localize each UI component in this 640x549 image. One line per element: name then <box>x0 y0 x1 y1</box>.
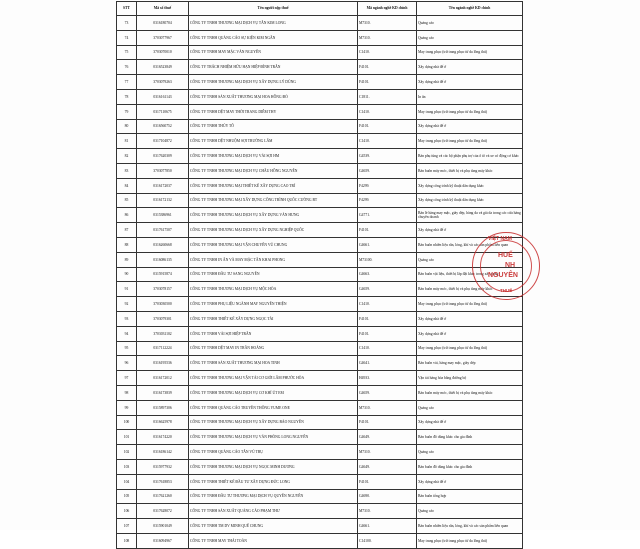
cell-industry-code: G4771. <box>358 208 417 223</box>
table-row <box>117 178 523 193</box>
cell-industry-code: C14100. <box>358 533 417 548</box>
table-row <box>117 104 523 119</box>
cell-stt: 102 <box>117 445 137 460</box>
cell-industry-code: G4649. <box>358 430 417 445</box>
table-row <box>117 208 523 223</box>
table-row <box>117 385 523 400</box>
cell-stt: 107 <box>117 519 137 534</box>
cell-tax-code: 0316625978 <box>137 415 189 430</box>
cell-tax-code: 0316172012 <box>137 371 189 386</box>
cell-tax-code: 3703079301 <box>137 311 189 326</box>
cell-industry-name: Bán buôn đồ dùng khác cho gia đình <box>417 459 523 474</box>
cell-taxpayer-name: CÔNG TY TNHH THƯƠNG MẠI VẬN TẢI CƠ GIỚI LÂM PHƯỚC HÒA <box>189 371 358 386</box>
cell-stt: 97 <box>117 371 137 386</box>
table-row <box>117 89 523 104</box>
cell-stt: 84 <box>117 178 137 193</box>
cell-industry-name: Xây dựng nhà để ở <box>417 75 523 90</box>
table-row <box>117 267 523 282</box>
cell-industry-code: G4659. <box>358 163 417 178</box>
cell-taxpayer-name: CÔNG TY TNHH DỆT MAY IN TRẦN HOÀNG <box>189 341 358 356</box>
cell-stt: 100 <box>117 415 137 430</box>
cell-industry-code: F4101. <box>358 474 417 489</box>
taxpayer-table <box>116 1 523 549</box>
cell-industry-code: M7310. <box>358 400 417 415</box>
cell-stt: 77 <box>117 75 137 90</box>
cell-taxpayer-name: CÔNG TY TNHH QUẢNG CÁO TÂN VŨ TRỤ <box>189 445 358 460</box>
cell-stt: 86 <box>117 208 137 223</box>
cell-taxpayer-name: CÔNG TY TNHH MAY THÁI TOÀN <box>189 533 358 548</box>
seal-text-bottom: THUẾ <box>500 288 513 293</box>
cell-tax-code: 0317112224 <box>137 341 189 356</box>
table-row <box>117 45 523 60</box>
table-row <box>117 400 523 415</box>
cell-taxpayer-name: CÔNG TY TNHH QUẢNG CÁO SỰ KIỆN KIM NGÂN <box>189 30 358 45</box>
cell-taxpayer-name: CÔNG TY TRÁCH NHIỆM HỮU HẠN HIỆP ĐÌNH TRÂN <box>189 60 358 75</box>
table-row <box>117 149 523 164</box>
table-row <box>117 519 523 534</box>
cell-taxpayer-name: CÔNG TY TNHH MAY MẶC VĂN NGUYÊN <box>189 45 358 60</box>
cell-stt: 76 <box>117 60 137 75</box>
header-industry-name: Tên ngành nghề KD chính <box>417 2 523 16</box>
cell-tax-code: 0317628072 <box>137 504 189 519</box>
cell-stt: 90 <box>117 267 137 282</box>
cell-industry-name: Xây dựng nhà để ở <box>417 311 523 326</box>
table-row <box>117 504 523 519</box>
cell-tax-code: 0316195536 <box>137 356 189 371</box>
cell-stt: 89 <box>117 252 137 267</box>
cell-industry-code: H4933. <box>358 371 417 386</box>
cell-taxpayer-name: CÔNG TY TNHH THƯƠNG MẠI DỊCH VỤ MỘC HÒA <box>189 282 358 297</box>
cell-taxpayer-name: CÔNG TY TNHH ĐẦU TƯ THƯƠNG MẠI DỊCH VỤ QUYÊN NGUYÊN <box>189 489 358 504</box>
table-row <box>117 30 523 45</box>
cell-industry-name: Quảng cáo <box>417 400 523 415</box>
table-row <box>117 237 523 252</box>
cell-tax-code: 3703030500 <box>137 297 189 312</box>
cell-industry-name: Bán lẻ hàng may mặc, giày dép, hàng da và giả da trong các cửa hàng chuyên doanh <box>417 208 523 223</box>
cell-industry-code: M7310. <box>358 445 417 460</box>
cell-industry-name: Xây dựng nhà để ở <box>417 60 523 75</box>
cell-taxpayer-name: CÔNG TY TNHH QUẢNG CÁO TRUYỀN THÔNG YUME ONE <box>189 400 358 415</box>
cell-tax-code: 0315901049 <box>137 519 189 534</box>
cell-industry-code: F4101. <box>358 119 417 134</box>
cell-industry-name: Quảng cáo <box>417 504 523 519</box>
cell-industry-code: G4649. <box>358 459 417 474</box>
cell-stt: 85 <box>117 193 137 208</box>
cell-tax-code: 0316523849 <box>137 60 189 75</box>
table-row <box>117 134 523 149</box>
cell-tax-code: 0316094967 <box>137 533 189 548</box>
cell-stt: 78 <box>117 89 137 104</box>
cell-taxpayer-name: CÔNG TY TNHH IN ẤN VÀ MAY MẶC TÂN KHAI PHONG <box>189 252 358 267</box>
table-row <box>117 75 523 90</box>
cell-tax-code: 0316560752 <box>137 119 189 134</box>
cell-tax-code: 0315977932 <box>137 459 189 474</box>
cell-industry-code: C1410. <box>358 134 417 149</box>
cell-industry-name: Bán buôn vải, hàng may mặc, giày dép <box>417 356 523 371</box>
cell-industry-code: G4661. <box>358 519 417 534</box>
table-row <box>117 326 523 341</box>
table-body <box>117 16 523 549</box>
cell-taxpayer-name: CÔNG TY TNHH THƯƠNG MẠI THIẾT KẾ XÂY DỰNG CAO TRÍ <box>189 178 358 193</box>
cell-stt: 94 <box>117 326 137 341</box>
cell-stt: 95 <box>117 341 137 356</box>
cell-industry-name: Xây dựng nhà để ở <box>417 223 523 238</box>
table-row <box>117 430 523 445</box>
header-tax-code: Mã số thuế <box>137 2 189 16</box>
cell-stt: 82 <box>117 149 137 164</box>
cell-taxpayer-name: CÔNG TY TNHH THƯƠNG MẠI DỊCH VỤ TÂN KIM LONG <box>189 16 358 31</box>
cell-industry-name: Bán buôn máy móc, thiết bị và phụ tùng máy khác <box>417 282 523 297</box>
cell-tax-code: 3703070010 <box>137 45 189 60</box>
cell-industry-name: Bán buôn máy móc, thiết bị và phụ tùng máy khác <box>417 385 523 400</box>
cell-tax-code: 3703077967 <box>137 30 189 45</box>
cell-stt: 106 <box>117 504 137 519</box>
cell-tax-code: 0315915874 <box>137 267 189 282</box>
cell-industry-code: C1410. <box>358 104 417 119</box>
table-header-row <box>117 2 523 16</box>
cell-tax-code: 0315386961 <box>137 208 189 223</box>
cell-tax-code: 0316173839 <box>137 385 189 400</box>
cell-industry-code: G4641. <box>358 356 417 371</box>
cell-industry-code: G4663. <box>358 267 417 282</box>
cell-stt: 92 <box>117 297 137 312</box>
table-row <box>117 415 523 430</box>
cell-industry-code: G4539. <box>358 149 417 164</box>
cell-industry-name: Xây dựng nhà để ở <box>417 326 523 341</box>
cell-taxpayer-name: CÔNG TY TNHH DỆT NHUỘM SỢI TRƯỜNG LÂM <box>189 134 358 149</box>
cell-industry-code: F4101. <box>358 223 417 238</box>
cell-industry-name: Xây dựng nhà để ở <box>417 415 523 430</box>
cell-industry-code: G4659. <box>358 282 417 297</box>
table-row <box>117 445 523 460</box>
cell-stt: 87 <box>117 223 137 238</box>
cell-taxpayer-name: CÔNG TY TNHH THƯƠNG MẠI XÂY DỰNG CÔNG TRÌNH QUỐC CƯỜNG BT <box>189 193 358 208</box>
cell-industry-code: G4661. <box>358 237 417 252</box>
cell-tax-code: 0316174220 <box>137 430 189 445</box>
cell-taxpayer-name: CÔNG TY TNHH TM DV MINH QUẾ CHUNG <box>189 519 358 534</box>
cell-tax-code: 0317617507 <box>137 223 189 238</box>
cell-stt: 99 <box>117 400 137 415</box>
cell-industry-name: May trang phục (trừ trang phục từ da lông thú) <box>417 134 523 149</box>
cell-industry-name: Quảng cáo <box>417 445 523 460</box>
cell-industry-code: C1410. <box>358 297 417 312</box>
cell-industry-name: May trang phục (trừ trang phục từ da lông thú) <box>417 533 523 548</box>
table-row <box>117 16 523 31</box>
cell-stt: 73 <box>117 16 137 31</box>
cell-industry-name: May trang phục (trừ trang phục từ da lông thú) <box>417 341 523 356</box>
cell-industry-code: F4299. <box>358 193 417 208</box>
cell-taxpayer-name: CÔNG TY TNHH SẢN XUẤT THƯƠNG MẠI HOA HỒNG ĐỎ <box>189 89 358 104</box>
cell-taxpayer-name: CÔNG TY TNHH THÚY TÔ <box>189 119 358 134</box>
table-row <box>117 311 523 326</box>
cell-tax-code: 0315897306 <box>137 400 189 415</box>
cell-industry-code: F4101. <box>358 60 417 75</box>
table-row <box>117 356 523 371</box>
cell-tax-code: 0317620309 <box>137 149 189 164</box>
cell-taxpayer-name: CÔNG TY TNHH THƯƠNG MẠI DỊCH VỤ XÂY DỰNG NGHIỆP QUỐC <box>189 223 358 238</box>
cell-taxpayer-name: CÔNG TY TNHH THƯƠNG MẠI VẬN CHUYỂN VŨ CHUNG <box>189 237 358 252</box>
table-row <box>117 282 523 297</box>
cell-industry-name: Bán phụ tùng và các bộ phận phụ trợ của ô tô và xe có động cơ khác <box>417 149 523 164</box>
cell-industry-code: M7310. <box>358 16 417 31</box>
cell-industry-name: Bán buôn đồ dùng khác cho gia đình <box>417 430 523 445</box>
cell-stt: 101 <box>117 430 137 445</box>
cell-industry-code: F4101. <box>358 326 417 341</box>
seal-text-line3: NGUYÊN <box>488 272 518 279</box>
cell-stt: 91 <box>117 282 137 297</box>
cell-taxpayer-name: CÔNG TY TNHH THƯƠNG MẠI DỊCH VỤ XÂY DỰNG BẢO NGUYÊN <box>189 415 358 430</box>
cell-industry-name: Xây dựng công trình kỹ thuật dân dụng khác <box>417 178 523 193</box>
table-row <box>117 533 523 548</box>
cell-taxpayer-name: CÔNG TY TNHH THIẾT KẾ ĐẦU TƯ XÂY DỰNG ĐỨC LONG <box>189 474 358 489</box>
cell-taxpayer-name: CÔNG TY TNHH THƯƠNG MẠI DỊCH VỤ XÂY DỰNG LÝ DŨNG <box>189 75 358 90</box>
cell-industry-name: Xây dựng công trình kỹ thuật dân dụng khác <box>417 193 523 208</box>
cell-taxpayer-name: CÔNG TY TNHH ĐẦU TƯ SANG NGUYÊN <box>189 267 358 282</box>
cell-industry-name: In ấn <box>417 89 523 104</box>
cell-tax-code: 3703031102 <box>137 326 189 341</box>
cell-industry-name: Xây dựng nhà để ở <box>417 119 523 134</box>
cell-tax-code: 0316086135 <box>137 252 189 267</box>
cell-industry-code: F4101. <box>358 415 417 430</box>
cell-industry-code: F4101. <box>358 75 417 90</box>
cell-industry-code: M73100. <box>358 252 417 267</box>
cell-industry-name: Bán buôn vật liệu, thiết bị lắp đặt khác trong xây dựng <box>417 267 523 282</box>
cell-taxpayer-name: CÔNG TY TNHH THƯƠNG MẠI DỊCH VỤ XÂY DỰNG VĂN HƯNG <box>189 208 358 223</box>
table-row <box>117 119 523 134</box>
cell-industry-code: C1410. <box>358 341 417 356</box>
table-row <box>117 60 523 75</box>
cell-stt: 103 <box>117 459 137 474</box>
cell-tax-code: 0316161143 <box>137 89 189 104</box>
cell-stt: 80 <box>117 119 137 134</box>
table-row <box>117 371 523 386</box>
cell-tax-code: 0316260668 <box>137 237 189 252</box>
cell-tax-code: 0316186142 <box>137 445 189 460</box>
table-row <box>117 163 523 178</box>
table-row <box>117 193 523 208</box>
cell-industry-name: Bán buôn nhiên liệu rắn, lỏng, khí và các sản phẩm liên quan <box>417 237 523 252</box>
cell-tax-code: 0316172132 <box>137 193 189 208</box>
cell-taxpayer-name: CÔNG TY TNHH THƯƠNG MẠI DỊCH VỤ CƠ KHÍ ÚT EM <box>189 385 358 400</box>
cell-taxpayer-name: CÔNG TY TNHH VẢI SỢI HIỆP TRÂN <box>189 326 358 341</box>
cell-stt: 104 <box>117 474 137 489</box>
cell-stt: 108 <box>117 533 137 548</box>
seal-text-line2: NH <box>505 262 516 269</box>
table-row <box>117 341 523 356</box>
cell-taxpayer-name: CÔNG TY TNHH THƯƠNG MẠI DỊCH VỤ NGỌC MINH DƯƠNG <box>189 459 358 474</box>
cell-industry-code: G4690. <box>358 489 417 504</box>
cell-industry-code: F4101. <box>358 311 417 326</box>
cell-tax-code: 3703078157 <box>137 282 189 297</box>
cell-industry-code: C1811. <box>358 89 417 104</box>
table-row <box>117 223 523 238</box>
cell-industry-name: Quảng cáo <box>417 16 523 31</box>
header-industry-code: Mã ngành nghề KD chính <box>358 2 417 16</box>
cell-industry-code: C1410. <box>358 45 417 60</box>
cell-industry-code: G4659. <box>358 385 417 400</box>
cell-stt: 75 <box>117 45 137 60</box>
cell-tax-code: 0317110675 <box>137 104 189 119</box>
table-row <box>117 297 523 312</box>
cell-taxpayer-name: CÔNG TY TNHH THIẾT KẾ XÂY DỰNG NGỌC TÀI <box>189 311 358 326</box>
table-row <box>117 459 523 474</box>
cell-stt: 105 <box>117 489 137 504</box>
cell-industry-name: Vận tải hàng hóa bằng đường bộ <box>417 371 523 386</box>
cell-stt: 83 <box>117 163 137 178</box>
cell-stt: 96 <box>117 356 137 371</box>
cell-stt: 74 <box>117 30 137 45</box>
cell-industry-name: Bán buôn tổng hợp <box>417 489 523 504</box>
cell-tax-code: 0317618853 <box>137 474 189 489</box>
cell-industry-name: Quảng cáo <box>417 30 523 45</box>
cell-stt: 93 <box>117 311 137 326</box>
header-stt: STT <box>117 2 137 16</box>
cell-industry-name: Bán buôn nhiên liệu rắn, lỏng, khí và các sản phẩm liên quan <box>417 519 523 534</box>
cell-industry-name: Quảng cáo <box>417 252 523 267</box>
table-row <box>117 474 523 489</box>
cell-industry-code: M7310. <box>358 504 417 519</box>
cell-industry-code: M7310. <box>358 30 417 45</box>
cell-stt: 81 <box>117 134 137 149</box>
cell-industry-name: Xây dựng nhà để ở <box>417 474 523 489</box>
cell-taxpayer-name: CÔNG TY TNHH THƯƠNG MẠI DỊCH VỤ VẢI SỢI HM <box>189 149 358 164</box>
cell-taxpayer-name: CÔNG TY TNHH PHỤ LIỆU NGÀNH MAY NGUYÊN THIỆN <box>189 297 358 312</box>
table-row <box>117 489 523 504</box>
seal-text-line1: HUẾ <box>498 252 513 259</box>
cell-stt: 98 <box>117 385 137 400</box>
cell-stt: 79 <box>117 104 137 119</box>
cell-tax-code: 0316172037 <box>137 178 189 193</box>
cell-tax-code: 3703077850 <box>137 163 189 178</box>
cell-taxpayer-name: CÔNG TY TNHH SẢN XUẤT QUẢNG CÁO PHẠM THƯ <box>189 504 358 519</box>
cell-industry-name: May trang phục (trừ trang phục từ da lông thú) <box>417 104 523 119</box>
cell-tax-code: 0317104872 <box>137 134 189 149</box>
cell-taxpayer-name: CÔNG TY TNHH DỆT MAY THỜI TRANG DIỄM THY <box>189 104 358 119</box>
cell-industry-name: Bán buôn máy móc, thiết bị và phụ tùng máy khác <box>417 163 523 178</box>
cell-tax-code: 3703079263 <box>137 75 189 90</box>
cell-taxpayer-name: CÔNG TY TNHH SẢN XUẤT THƯƠNG MẠI HOA TINH <box>189 356 358 371</box>
cell-taxpayer-name: CÔNG TY TNHH THƯƠNG MẠI DỊCH VỤ VĂN PHÒNG LONG NGUYÊN <box>189 430 358 445</box>
table-row <box>117 252 523 267</box>
header-taxpayer-name: Tên người nộp thuế <box>189 2 358 16</box>
cell-tax-code: 0316180704 <box>137 16 189 31</box>
cell-stt: 88 <box>117 237 137 252</box>
cell-industry-name: May trang phục (trừ trang phục từ da lông thú) <box>417 45 523 60</box>
cell-taxpayer-name: CÔNG TY TNHH THƯƠNG MẠI DỊCH VỤ CHÂU HỒNG NGUYÊN <box>189 163 358 178</box>
cell-industry-name: May trang phục (trừ trang phục từ da lông thú) <box>417 297 523 312</box>
cell-tax-code: 0317621260 <box>137 489 189 504</box>
cell-industry-code: F4299. <box>358 178 417 193</box>
seal-text-top: VIỆT NAM <box>488 236 512 242</box>
